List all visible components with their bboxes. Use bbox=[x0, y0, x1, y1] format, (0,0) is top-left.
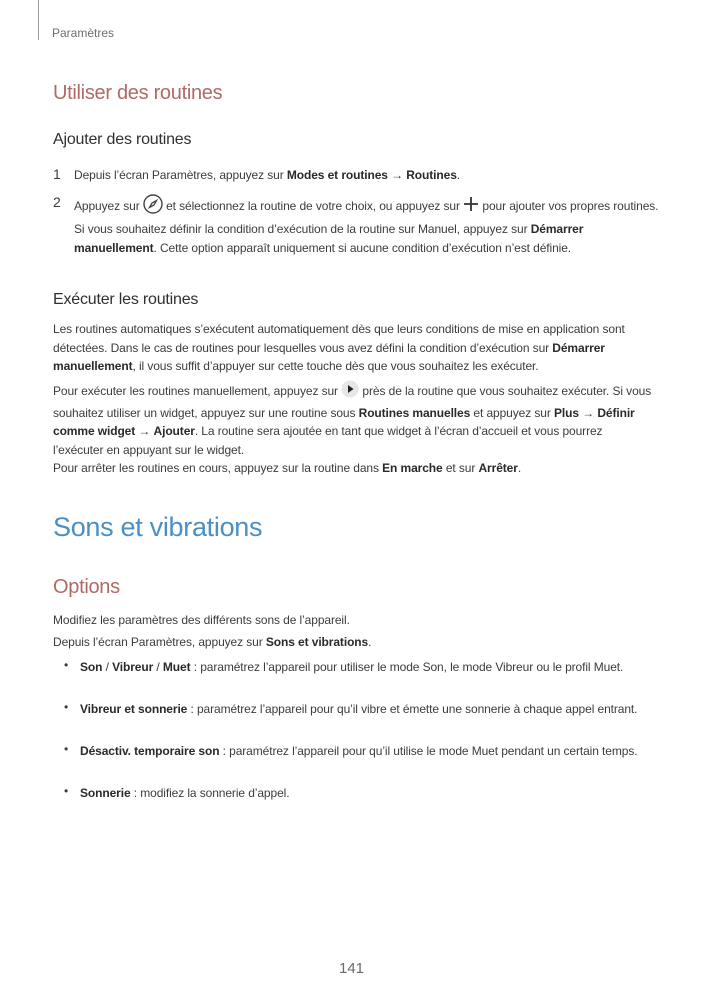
plus-icon bbox=[463, 196, 479, 218]
play-icon bbox=[341, 380, 359, 404]
bullet-marker: • bbox=[64, 658, 69, 672]
page-number: 141 bbox=[338, 960, 365, 977]
paragraph-options-path: Depuis l’écran Paramètres, appuyez sur Sons et vibrations. bbox=[53, 635, 372, 649]
paragraph-options-intro: Modifiez les paramètres des différents sons de l’appareil. bbox=[53, 613, 350, 627]
compass-routine-icon bbox=[143, 194, 163, 220]
option-item-vibrate-ring: Vibreur et sonnerie : paramétrez l’appareil pour qu’il vibre et émette une sonnerie à chaque appel entrant. bbox=[80, 702, 638, 716]
paragraph-stop-routines: Pour arrêter les routines en cours, appuyez sur la routine dans En marche et sur Arrêter. bbox=[53, 461, 522, 475]
running-header: Paramètres bbox=[52, 26, 115, 40]
subsection-title-run-routines: Exécuter les routines bbox=[53, 291, 199, 308]
step-number-1: 1 bbox=[53, 166, 61, 182]
step-number-2: 2 bbox=[53, 194, 61, 210]
bullet-marker: • bbox=[64, 700, 69, 714]
section-title-options: Options bbox=[53, 576, 120, 598]
step-2-text: Appuyez sur et sélectionnez la routine de votre choix, ou appuyez sur pour ajouter vos propres routines. Si vous souhaitez définir la condition d’exécution de la routine sur Manuel, appuyez sur Démarrer manuellement. Cette option apparaît uniquement si aucune condition d’exécution n’est définie. bbox=[74, 194, 664, 258]
option-item-sound-mode: Son / Vibreur / Muet : paramétrez l’appareil pour utiliser le mode Son, le mode Vibreur ou le profil Muet. bbox=[80, 660, 624, 674]
subsection-title-add-routines: Ajouter des routines bbox=[53, 131, 192, 148]
section-title-routines: Utiliser des routines bbox=[53, 82, 223, 104]
option-item-temporary-mute: Désactiv. temporaire son : paramétrez l’appareil pour qu’il utilise le mode Muet pendant un certain temps. bbox=[80, 744, 638, 758]
chapter-title-sounds: Sons et vibrations bbox=[53, 512, 263, 542]
bullet-marker: • bbox=[64, 784, 69, 798]
margin-rule bbox=[38, 0, 39, 40]
option-item-ringtone: Sonnerie : modifiez la sonnerie d’appel. bbox=[80, 786, 290, 800]
paragraph-automatic-routines: Les routines automatiques s’exécutent automatiquement dès que leurs conditions de mise en application sont détectées. Dans le cas de routines pour lesquelles vous avez défini la condition d’exécution sur Démarrer manuellement, il vous suffit d’appuyer sur cette touche dès que vous souhaitez les exécuter. bbox=[53, 322, 625, 373]
bullet-marker: • bbox=[64, 742, 69, 756]
step-1-text: Depuis l’écran Paramètres, appuyez sur Modes et routines → Routines. bbox=[74, 168, 461, 182]
paragraph-manual-routines: Pour exécuter les routines manuellement, appuyez sur près de la routine que vous souhaitez exécuter. Si vous souhaitez utiliser un widget, appuyez sur une routine sous Routines manuelles et appuyez sur Plus → Définir comme widget → Ajouter. La routine sera ajoutée en tant que widget à l’écran d’accueil et vous pourrez l’exécuter en appuyant sur le widget. bbox=[53, 380, 653, 459]
